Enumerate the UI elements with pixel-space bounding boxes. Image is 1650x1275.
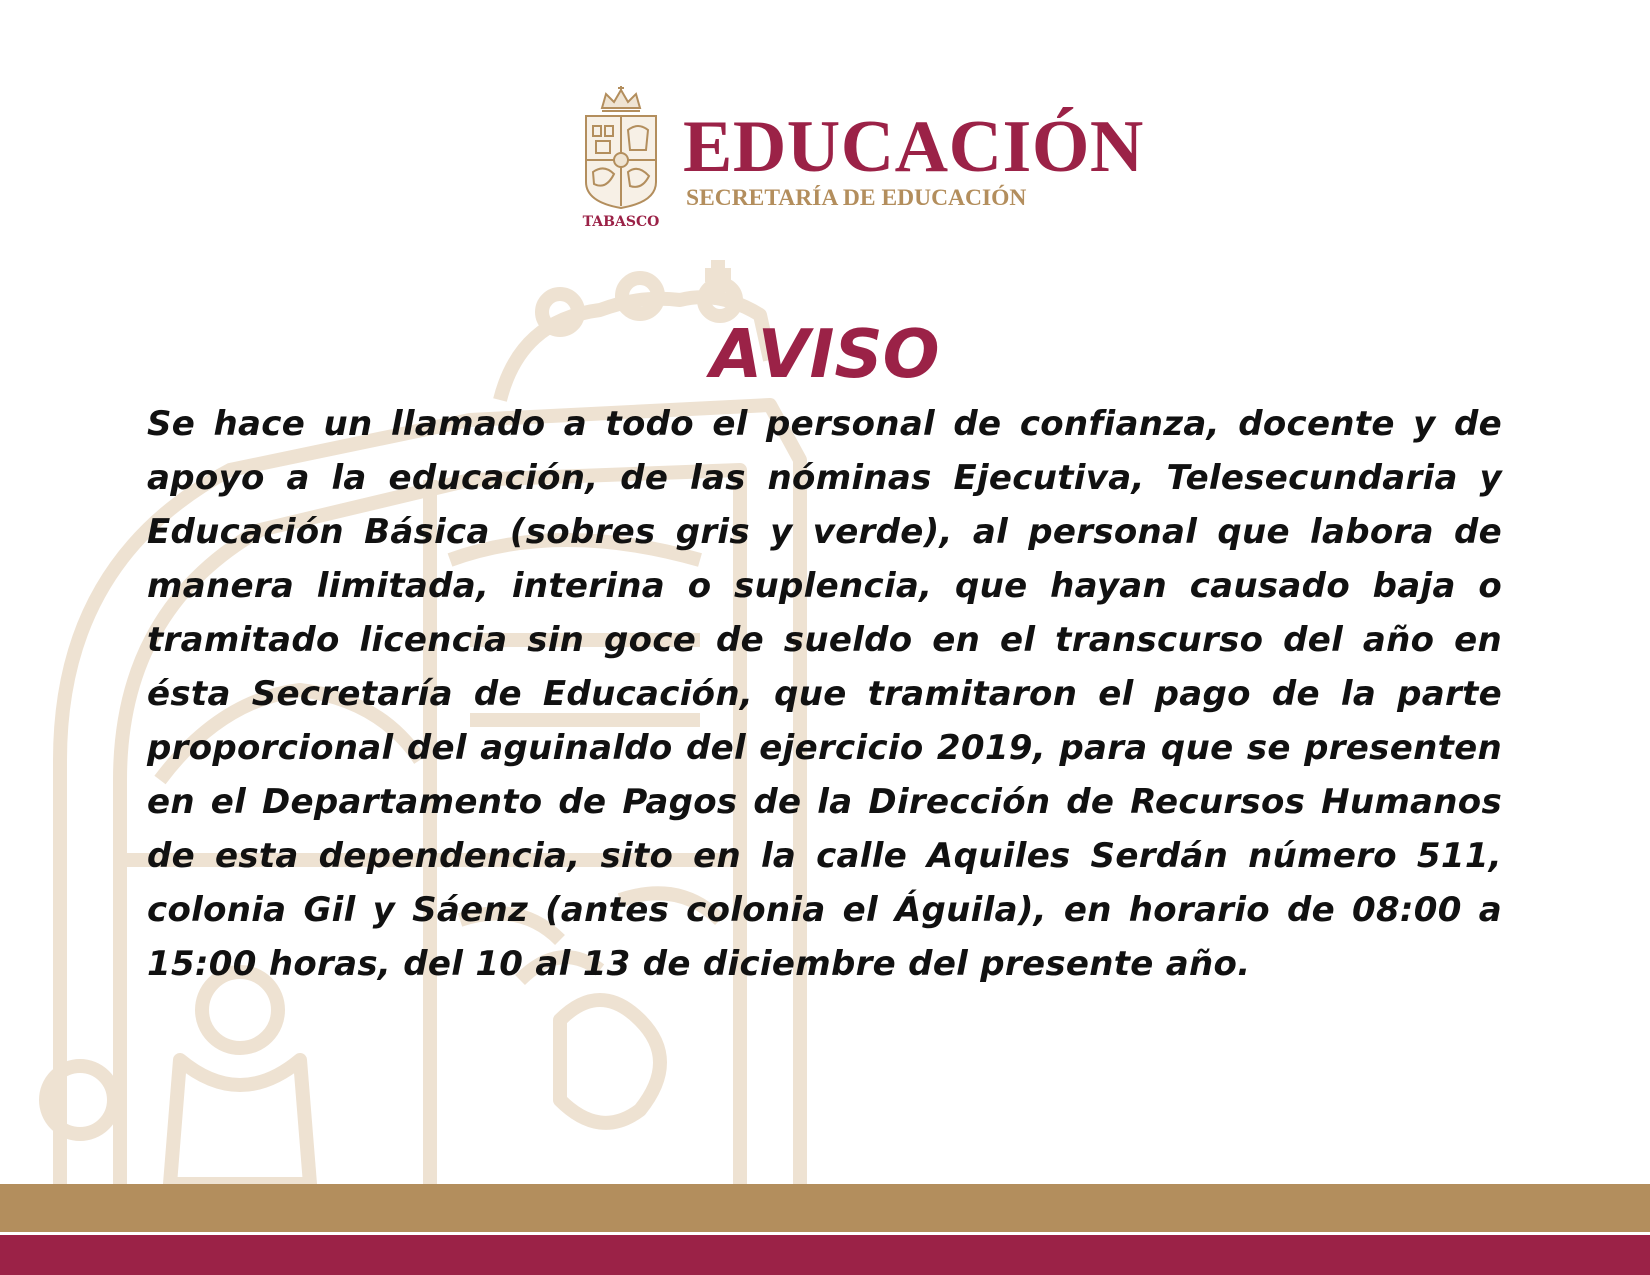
- footer-gold-band: [0, 1184, 1650, 1232]
- notice-body: Se hace un llamado a todo el personal de confianza, docente y de apoyo a la educación, de las nóminas Ejecutiva, Telesecundaria y Educación Básica (sobres gris y verde), al personal que labora de manera limitada, interina o suplencia, que hayan causado baja o tramitado licencia sin goce de sueldo en el transcurso del año en ésta Secretaría de Educación, que tramitaron el pago de la parte proporcional del aguinaldo del ejercicio 2019, para que se presenten en el Departamento de Pagos de la Dirección de Recursos Humanos de esta dependencia, sito en la calle Aquiles Serdán número 511, colonia Gil y Sáenz (antes colonia el Águila), en horario de 08:00 a 15:00 horas, del 10 al 13 de diciembre del presente año.: [147, 404, 1502, 984]
- state-name: TABASCO: [582, 214, 660, 230]
- header-logo: [580, 86, 1144, 236]
- tabasco-coat-of-arms-icon: [580, 86, 662, 211]
- notice-title: AVISO: [710, 315, 940, 393]
- footer-red-band: [0, 1235, 1650, 1275]
- brand-subtitle: SECRETARÍA DE EDUCACIÓN: [686, 185, 1027, 211]
- brand-title: EDUCACIÓN: [683, 106, 1144, 188]
